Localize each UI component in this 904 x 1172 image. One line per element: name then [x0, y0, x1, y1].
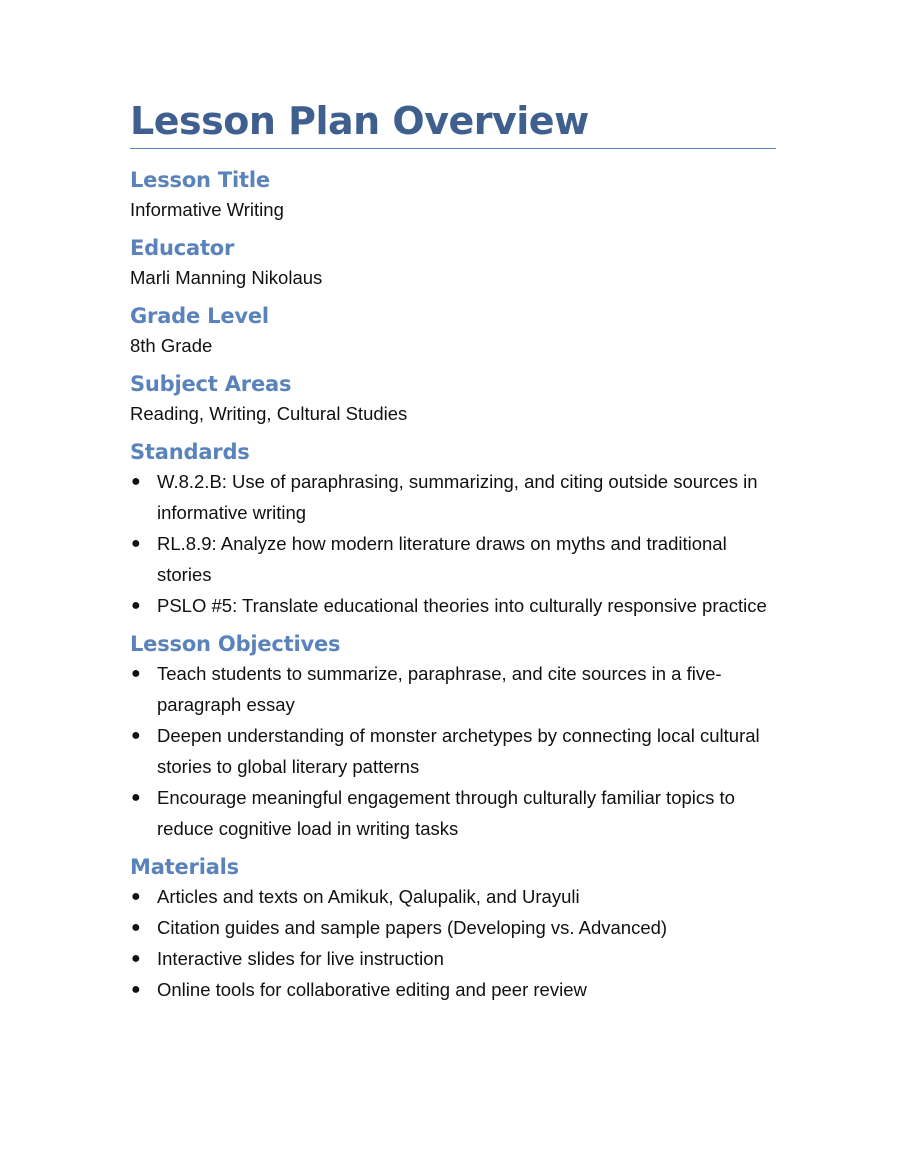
section-heading: Grade Level	[130, 304, 269, 328]
list-item: ● Online tools for collaborative editing and peer review	[130, 974, 776, 1005]
section-materials	[130, 853, 776, 1005]
lesson-plan-document	[130, 96, 776, 1005]
list-item: ● Citation guides and sample papers (Developing vs. Advanced)	[130, 912, 776, 943]
bullet-icon: ●	[131, 981, 141, 998]
section-lesson-title	[130, 166, 776, 225]
bullet-icon: ●	[131, 535, 141, 552]
list-item: ● RL.8.9: Analyze how modern literature draws on myths and traditional stories	[130, 528, 776, 590]
bullet-icon: ●	[131, 597, 141, 614]
list-item: ● Deepen understanding of monster archetypes by connecting local cultural stories to global literary patterns	[130, 720, 776, 782]
section-heading: Standards	[130, 440, 250, 464]
section-subject-areas	[130, 370, 776, 429]
section-educator	[130, 234, 776, 293]
bullet-icon: ●	[131, 888, 141, 905]
bullet-icon: ●	[131, 789, 141, 806]
section-heading: Lesson Objectives	[130, 632, 341, 656]
section-value: 8th Grade	[130, 335, 213, 356]
section-value: Marli Manning Nikolaus	[130, 267, 323, 288]
list-item: ● W.8.2.B: Use of paraphrasing, summarizing, and citing outside sources in informative writing	[130, 466, 776, 528]
list-item: ● PSLO #5: Translate educational theories into culturally responsive practice	[130, 590, 776, 621]
section-heading: Educator	[130, 236, 235, 260]
section-heading: Materials	[130, 855, 239, 879]
standards-list	[130, 466, 776, 621]
section-value: Informative Writing	[130, 199, 284, 220]
bullet-icon: ●	[131, 727, 141, 744]
list-item: ● Articles and texts on Amikuk, Qalupalik, and Urayuli	[130, 881, 776, 912]
list-item: ● Interactive slides for live instruction	[130, 943, 776, 974]
section-value: Reading, Writing, Cultural Studies	[130, 403, 408, 424]
bullet-icon: ●	[131, 473, 141, 490]
section-heading: Lesson Title	[130, 168, 270, 192]
section-objectives	[130, 630, 776, 844]
bullet-icon: ●	[131, 919, 141, 936]
bullet-icon: ●	[131, 950, 141, 967]
list-item: ● Encourage meaningful engagement through culturally familiar topics to reduce cognitive load in writing tasks	[130, 782, 776, 844]
page-title: Lesson Plan Overview	[130, 96, 776, 149]
section-standards	[130, 438, 776, 621]
list-item: ● Teach students to summarize, paraphrase, and cite sources in a five-paragraph essay	[130, 658, 776, 720]
section-grade-level	[130, 302, 776, 361]
section-heading: Subject Areas	[130, 372, 292, 396]
objectives-list	[130, 658, 776, 844]
materials-list	[130, 881, 776, 1005]
bullet-icon: ●	[131, 665, 141, 682]
